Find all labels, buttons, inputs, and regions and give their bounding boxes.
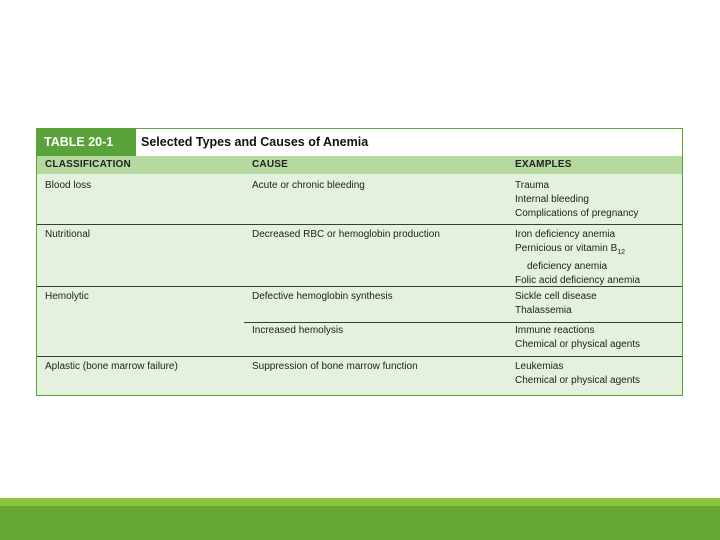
- example-item: Thalassemia: [515, 305, 572, 316]
- example-item: Trauma: [515, 180, 550, 191]
- example-item: Folic acid deficiency anemia: [515, 275, 641, 286]
- row-classification: Hemolytic: [45, 291, 89, 302]
- row-examples: [515, 360, 640, 388]
- footer-band-light: [0, 498, 720, 506]
- row-classification: Nutritional: [45, 229, 91, 240]
- header-examples: EXAMPLES: [515, 159, 572, 170]
- subrow-divider: [244, 322, 682, 323]
- anemia-table: [36, 128, 683, 396]
- row-cause: Acute or chronic bleeding: [252, 180, 365, 191]
- row-classification: Aplastic (bone marrow failure): [45, 361, 178, 372]
- row-examples: [515, 324, 640, 352]
- header-classification: CLASSIFICATION: [45, 159, 131, 170]
- header-cause: CAUSE: [252, 159, 289, 170]
- row-cause: Suppression of bone marrow function: [252, 361, 418, 372]
- example-text: Pernicious or vitamin B: [515, 243, 618, 254]
- row-cause: Increased hemolysis: [252, 325, 344, 336]
- example-item: Immune reactions: [515, 325, 595, 336]
- row-divider: [37, 356, 682, 357]
- row-examples: [515, 228, 640, 288]
- row-divider: [37, 286, 682, 287]
- example-item: [515, 242, 640, 260]
- row-examples: [515, 179, 638, 221]
- footer-band-dark: [0, 506, 720, 540]
- row-cause: Decreased RBC or hemoglobin production: [252, 229, 440, 240]
- subscript: 12: [617, 249, 626, 256]
- example-item: Internal bleeding: [515, 194, 589, 205]
- example-item: Sickle cell disease: [515, 291, 597, 302]
- example-item: Chemical or physical agents: [515, 339, 641, 350]
- table-label: TABLE 20-1: [37, 129, 136, 156]
- example-item: deficiency anemia: [527, 261, 608, 272]
- row-examples: [515, 290, 597, 318]
- example-item: Leukemias: [515, 361, 564, 372]
- example-item: Chemical or physical agents: [515, 375, 641, 386]
- row-classification: Blood loss: [45, 180, 92, 191]
- table-title: Selected Types and Causes of Anemia: [141, 135, 369, 149]
- example-item: Iron deficiency anemia: [515, 229, 616, 240]
- row-cause: Defective hemoglobin synthesis: [252, 291, 393, 302]
- table-header-row: [37, 156, 682, 174]
- row-divider: [37, 224, 682, 225]
- example-item: Complications of pregnancy: [515, 208, 639, 219]
- table-title-bar: [37, 129, 682, 156]
